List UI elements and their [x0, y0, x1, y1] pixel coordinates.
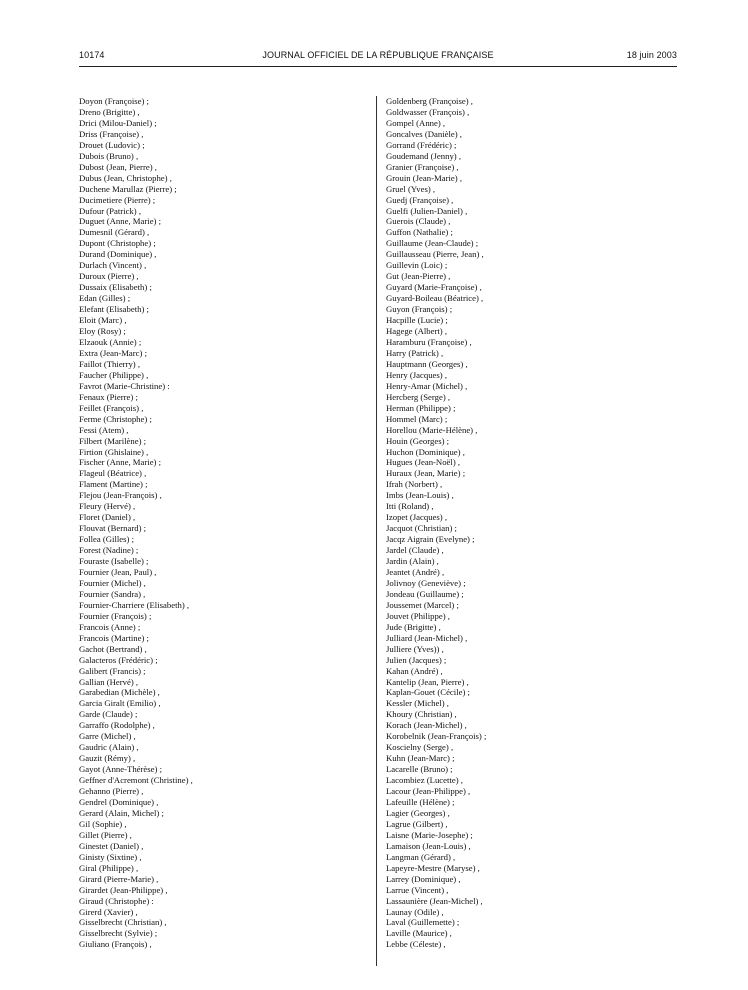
name-entry: Galibert (Francis) ; — [79, 665, 146, 676]
name-entry: Dupont (Christophe) ; — [79, 238, 156, 249]
name-entry: Julliere (Yves)) , — [386, 643, 444, 654]
name-entry: Duguet (Anne, Marie) ; — [79, 216, 162, 227]
name-entry: Dubost (Jean, Pierre) , — [79, 161, 157, 172]
name-entry: Durlach (Vincent) , — [79, 260, 147, 271]
name-entry: Julliard (Jean-Michel) , — [386, 632, 468, 643]
name-entry: Guyon (François) ; — [386, 304, 453, 315]
name-entry: Geffner d'Acremont (Christine) , — [79, 775, 193, 786]
name-entry: Goncalves (Danièle) , — [386, 128, 462, 139]
name-entry: Gut (Jean-Pierre) , — [386, 271, 451, 282]
name-entry: Girerd (Xavier) , — [79, 906, 138, 917]
name-entry: Garabedian (Michèle) , — [79, 687, 160, 698]
name-entry: Durand (Dominique) , — [79, 249, 157, 260]
left-column — [79, 96, 369, 950]
name-entry: Follea (Gilles) ; — [79, 534, 135, 545]
name-entry: Jacqz Aigrain (Evelyne) ; — [386, 534, 475, 545]
name-entry: Laisne (Marie-Josephe) ; — [386, 829, 473, 840]
name-entry: Gallian (Hervé) , — [79, 676, 139, 687]
journal-title: JOURNAL OFFICIEL DE LA RÉPUBLIQUE FRANÇAISE — [262, 50, 494, 60]
name-entry: Guelfi (Julien-Daniel) , — [386, 205, 468, 216]
name-entry: Hugues (Jean-Noël) , — [386, 457, 461, 468]
name-entry: Eloit (Marc) , — [79, 315, 127, 326]
name-entry: Eloy (Rosy) ; — [79, 326, 126, 337]
name-entry: Guerois (Claude) , — [386, 216, 451, 227]
name-entry: Guillevin (Loic) ; — [386, 260, 448, 271]
name-entry: Julien (Jacques) ; — [386, 654, 447, 665]
name-entry: Itti (Roland) , — [386, 501, 434, 512]
name-entry: Guillausseau (Pierre, Jean) , — [386, 249, 484, 260]
name-entry: Khoury (Christian) , — [386, 709, 457, 720]
name-entry: Dumesnil (Gérard) , — [79, 227, 150, 238]
name-entry: Giral (Philippe) , — [79, 862, 139, 873]
name-entry: Hauptmann (Georges) , — [386, 358, 468, 369]
name-entry: Larrey (Dominique) , — [386, 873, 461, 884]
name-entry: Jardin (Alain) , — [386, 556, 439, 567]
name-entry: Granier (Françoise) , — [386, 161, 459, 172]
name-entry: Goldenberg (Françoise) , — [386, 96, 473, 106]
name-entry: Houin (Georges) ; — [386, 435, 450, 446]
name-entry: Huchon (Dominique) , — [386, 446, 465, 457]
name-entry: Ferme (Christophe) ; — [79, 413, 152, 424]
name-entry: Forest (Nadine) ; — [79, 545, 139, 556]
name-entry: Gruel (Yves) , — [386, 183, 436, 194]
header-rule — [79, 66, 677, 67]
name-entry: Gerard (Alain, Michel) ; — [79, 807, 164, 818]
name-entry: Gisselbrecht (Sylvie) ; — [79, 928, 158, 939]
name-entry: Hacpille (Lucie) ; — [386, 315, 448, 326]
name-entry: Henry (Jacques) , — [386, 369, 448, 380]
name-entry: Korobelnik (Jean-François) ; — [386, 731, 487, 742]
name-entry: Garde (Claude) ; — [79, 709, 138, 720]
name-entry: Guyard (Marie-Françoise) , — [386, 282, 482, 293]
name-entry: Goldwasser (François) , — [386, 106, 470, 117]
name-entry: Haramburu (Françoise) , — [386, 336, 472, 347]
name-entry: Fischer (Anne, Marie) ; — [79, 457, 162, 468]
name-entry: Dubus (Jean, Christophe) , — [79, 172, 172, 183]
name-entry: Faucher (Philippe) , — [79, 369, 149, 380]
name-entry: Kuhn (Jean-Marc) ; — [386, 753, 455, 764]
name-entry: Kahan (André) , — [386, 665, 443, 676]
name-entry: Ducimetiere (Pierre) ; — [79, 194, 156, 205]
name-entry: Launay (Odile) , — [386, 906, 444, 917]
name-entry: Laval (Guillemette) ; — [386, 917, 460, 928]
name-entry: Larrue (Vincent) , — [386, 884, 449, 895]
name-entry: Flejou (Jean-François) , — [79, 490, 162, 501]
name-entry: Lamaison (Jean-Louis) , — [386, 840, 471, 851]
name-entry: Extra (Jean-Marc) ; — [79, 347, 148, 358]
name-entry: Lassaunière (Jean-Michel) , — [386, 895, 483, 906]
name-entry: Gil (Sophie) , — [79, 818, 127, 829]
name-entry: Kessler (Michel) , — [386, 698, 449, 709]
name-entry: Gendrel (Dominique) , — [79, 797, 159, 807]
name-entry: Fournier (Sandra) , — [79, 588, 146, 599]
name-entry: Gompel (Anne) , — [386, 117, 446, 128]
name-entry: Dufour (Patrick) , — [79, 205, 142, 216]
name-entry: Fournier (Jean, Paul) , — [79, 566, 157, 577]
name-entry: Gauzit (Rémy) , — [79, 753, 136, 764]
right-column — [386, 96, 676, 950]
name-entry: Francois (Anne) ; — [79, 621, 141, 632]
name-entry: Fournier (Michel) , — [79, 577, 146, 588]
name-entry: Joussemet (Marcel) ; — [386, 599, 459, 610]
name-entry: Giuliano (François) , — [79, 939, 152, 950]
name-entry: Lebbe (Céleste) , — [386, 939, 446, 950]
name-entry: Ifrah (Norbert) , — [386, 479, 443, 490]
name-entry: Dreno (Brigitte) , — [79, 106, 140, 117]
name-entry: Francois (Martine) ; — [79, 632, 149, 643]
page-number: 10174 — [79, 50, 105, 60]
name-entry: Fournier-Charriere (Elisabeth) , — [79, 599, 190, 610]
name-entry: Fournier (François) ; — [79, 610, 152, 621]
name-entry: Kantelip (Jean, Pierre) , — [386, 676, 469, 687]
name-entry: Gachot (Bertrand) , — [79, 643, 147, 654]
name-entry: Giraud (Christophe) : — [79, 895, 154, 906]
name-entry: Jolivnoy (Geneviève) ; — [386, 577, 466, 588]
name-entry: Edan (Gilles) ; — [79, 293, 131, 304]
name-entry: Gillet (Pierre) , — [79, 829, 132, 840]
name-entry: Firtion (Ghislaine) , — [79, 446, 149, 457]
name-entry: Kaplan-Gouet (Cécile) ; — [386, 687, 470, 698]
name-entry: Fessi (Atem) , — [79, 424, 129, 435]
name-entry: Lapeyre-Mestre (Maryse) , — [386, 862, 480, 873]
name-entry: Goudemand (Jenny) , — [386, 150, 462, 161]
name-entry: Flouvat (Bernard) ; — [79, 523, 147, 534]
name-entry: Lacarelle (Bruno) ; — [386, 764, 453, 775]
name-entry: Henry-Amar (Michel) , — [386, 380, 468, 391]
name-entry: Favrot (Marie-Christine) : — [79, 380, 170, 391]
name-entry: Gehanno (Pierre) , — [79, 786, 144, 797]
name-entry: Hagege (Albert) , — [386, 326, 448, 337]
name-entry: Guffon (Nathalie) ; — [386, 227, 453, 238]
name-entry: Laville (Maurice) , — [386, 928, 452, 939]
name-entry: Hercberg (Serge) , — [386, 391, 451, 402]
name-entry: Garcia Giralt (Emilio) , — [79, 698, 161, 709]
name-entry: Lagier (Georges) , — [386, 807, 450, 818]
name-entry: Jardel (Claude) , — [386, 545, 444, 556]
name-entry: Gaudric (Alain) , — [79, 742, 139, 753]
name-entry: Izopet (Jacques) , — [386, 512, 448, 523]
name-entry: Garraffo (Rodolphe) , — [79, 720, 155, 731]
name-entry: Elefant (Elisabeth) ; — [79, 304, 149, 315]
name-entry: Driss (Françoise) , — [79, 128, 144, 139]
publication-date: 18 juin 2003 — [626, 50, 677, 60]
name-entry: Gisselbrecht (Christian) , — [79, 917, 167, 928]
name-entry: Gorrand (Frédéric) ; — [386, 139, 457, 150]
name-entry: Horellou (Marie-Hélène) , — [386, 424, 478, 435]
name-entry: Jacquot (Christian) ; — [386, 523, 457, 534]
name-entry: Guillaume (Jean-Claude) ; — [386, 238, 479, 249]
name-entry: Duroux (Pierre) , — [79, 271, 139, 282]
column-divider — [376, 96, 377, 966]
name-entry: Floret (Daniel) , — [79, 512, 136, 523]
name-entry: Lacour (Jean-Philippe) , — [386, 786, 471, 797]
name-entry: Harry (Patrick) , — [386, 347, 444, 358]
name-entry: Garre (Michel) , — [79, 731, 136, 742]
name-entry: Lagrue (Gilbert) , — [386, 818, 448, 829]
name-entry: Ginisty (Sixtine) , — [79, 851, 142, 862]
name-entry: Lafeuille (Hélène) ; — [386, 797, 455, 807]
name-entry: Fouraste (Isabelle) ; — [79, 556, 149, 567]
name-entry: Jude (Brigitte) , — [386, 621, 441, 632]
name-entry: Flament (Martine) ; — [79, 479, 148, 490]
name-entry: Koscielny (Serge) , — [386, 742, 454, 753]
name-entry: Fenaux (Pierre) ; — [79, 391, 138, 402]
name-entry: Langman (Gérard) , — [386, 851, 456, 862]
name-entry: Girardet (Jean-Philippe) , — [79, 884, 168, 895]
name-entry: Lacombiez (Lucette) , — [386, 775, 463, 786]
name-entry: Feillet (François) , — [79, 402, 144, 413]
name-entry: Hommel (Marc) ; — [386, 413, 448, 424]
name-entry: Herman (Philippe) ; — [386, 402, 456, 413]
name-entry: Guedj (Françoise) , — [386, 194, 454, 205]
name-entry: Elzaouk (Annie) ; — [79, 336, 142, 347]
name-entry: Dubois (Bruno) , — [79, 150, 139, 161]
page-header — [79, 50, 677, 64]
name-entry: Ginestet (Daniel) , — [79, 840, 144, 851]
name-entry: Duchene Marullaz (Pierre) ; — [79, 183, 177, 194]
name-entry: Gayot (Anne-Thérèse) ; — [79, 764, 162, 775]
name-entry: Flageul (Béatrice) , — [79, 468, 147, 479]
name-entry: Dussaix (Elisabeth) ; — [79, 282, 152, 293]
name-entry: Jouvet (Philippe) , — [386, 610, 450, 621]
name-entry: Huraux (Jean, Marie) ; — [386, 468, 466, 479]
name-entry: Drouet (Ludovic) ; — [79, 139, 145, 150]
name-entry: Doyon (Françoise) ; — [79, 96, 149, 106]
name-entry: Guyard-Boileau (Béatrice) , — [386, 293, 484, 304]
name-entry: Imbs (Jean-Louis) , — [386, 490, 454, 501]
name-entry: Korach (Jean-Michel) , — [386, 720, 467, 731]
name-entry: Grouin (Jean-Marie) , — [386, 172, 462, 183]
name-entry: Jondeau (Guillaume) ; — [386, 588, 464, 599]
name-entry: Jeantet (André) , — [386, 566, 445, 577]
name-entry: Girard (Pierre-Marie) , — [79, 873, 159, 884]
name-entry: Galacteros (Frédéric) ; — [79, 654, 158, 665]
name-entry: Filbert (Marilène) ; — [79, 435, 147, 446]
name-entry: Drici (Milou-Daniel) ; — [79, 117, 157, 128]
name-entry: Fleury (Hervé) , — [79, 501, 136, 512]
name-entry: Faillot (Thierry) , — [79, 358, 141, 369]
